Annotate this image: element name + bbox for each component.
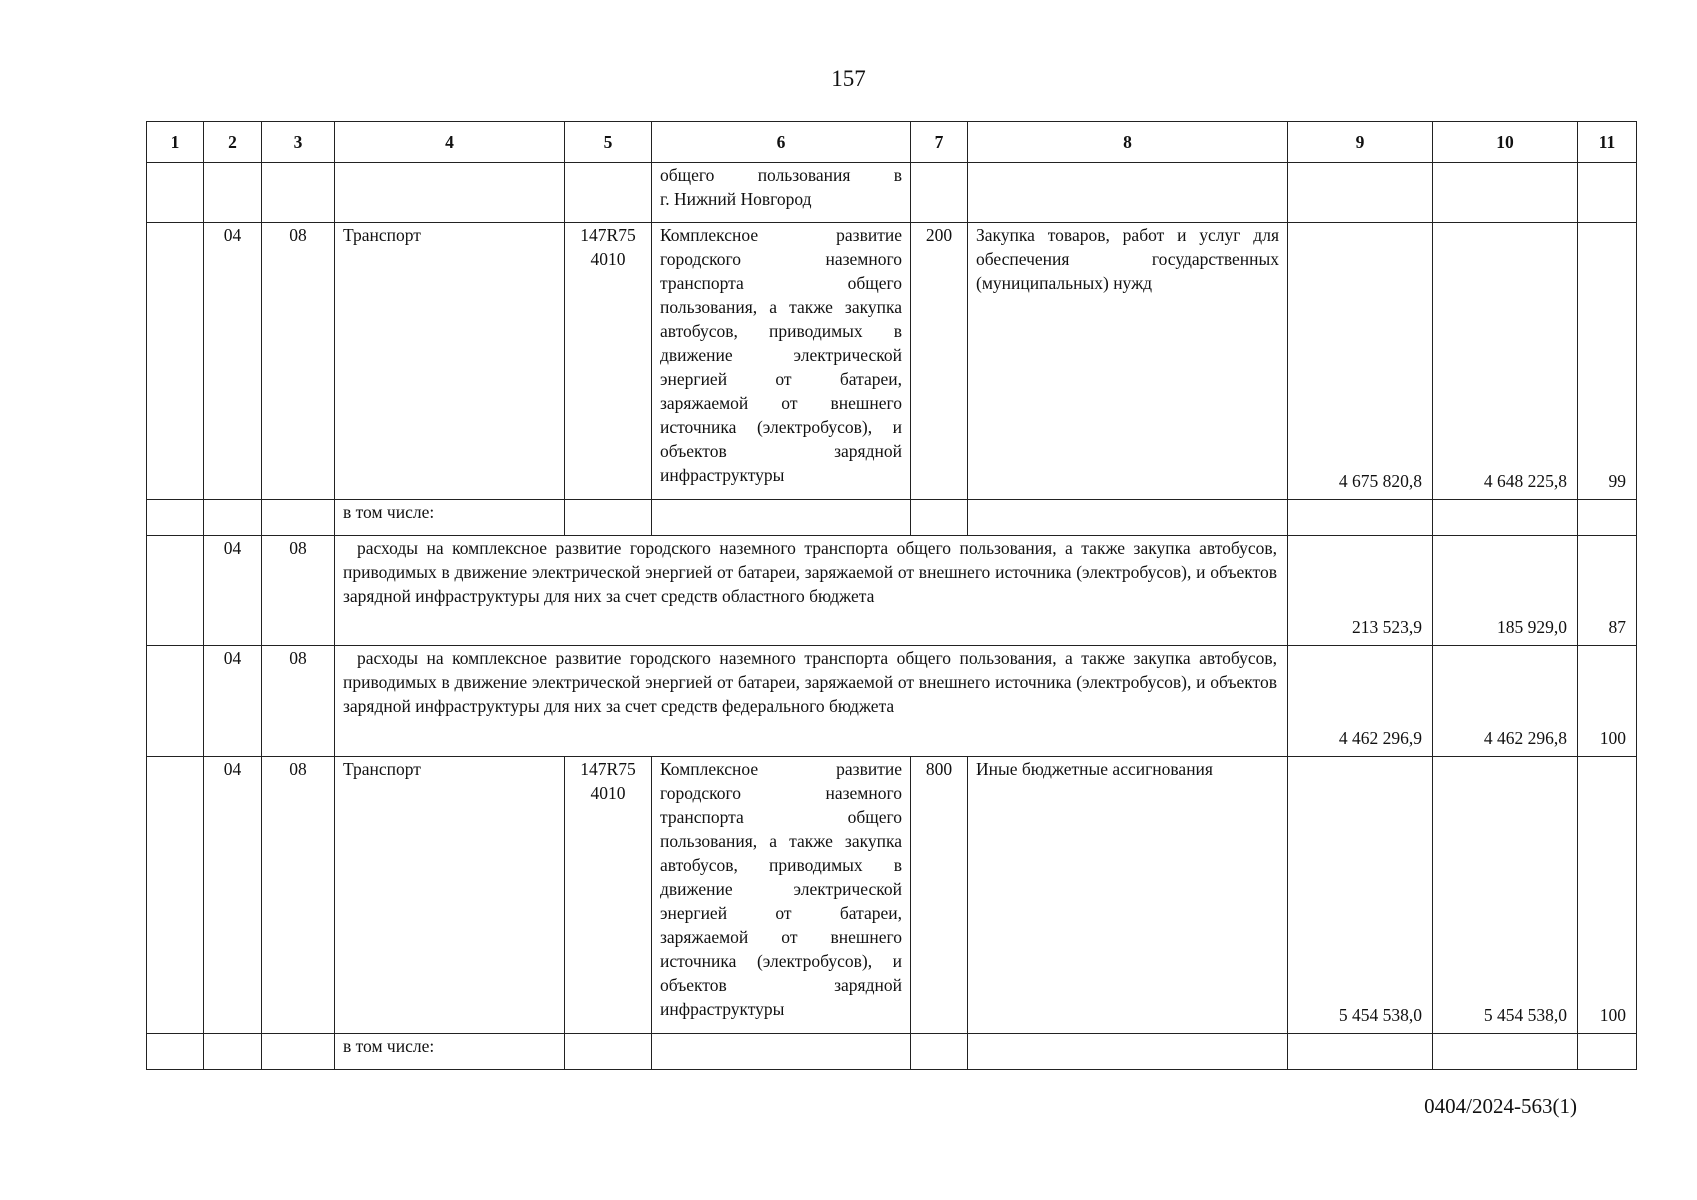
header-cell: 2 [204,122,262,163]
table-row [147,536,1637,646]
code-line: 4010 [590,783,626,803]
description-line: общего пользования в [660,165,902,185]
planned-amount: 4 462 296,9 [1288,646,1433,757]
header-cell: 5 [565,122,652,163]
executed-amount: 4 462 296,8 [1433,646,1578,757]
description-cell [652,163,911,223]
expense-type-name: Иные бюджетные ассигнования [968,757,1288,1034]
execution-percent: 100 [1578,646,1637,757]
description-line: г. Нижний Новгород [660,189,812,209]
planned-amount: 5 454 538,0 [1288,757,1433,1034]
including-label: в том числе: [335,500,565,536]
planned-amount: 213 523,9 [1288,536,1433,646]
expense-description: расходы на комплексное развитие городского наземного транспорта общего пользования, а также закупка автобусов, приводимых в движение электрической энергией от батареи, заряжаемой от внешнего источника (электробусов), и объектов зарядной инфраструктуры для них за счет средств федерального бюджета [335,646,1288,757]
target-article-code [565,223,652,500]
description-cell: Комплексное развитие городского наземного транспорта общего пользования, а также закупка автобусов, приводимых в движение электрической энергией от батареи, заряжаемой от внешнего источника (электробусов), и объектов зарядной инфраструктуры [652,223,911,500]
planned-amount: 4 675 820,8 [1288,223,1433,500]
document-code: 0404/2024-563(1) [1424,1094,1577,1118]
table-row [147,646,1637,757]
section-code: 04 [204,536,262,646]
execution-percent: 99 [1578,223,1637,500]
header-cell: 7 [911,122,968,163]
executed-amount: 4 648 225,8 [1433,223,1578,500]
header-cell: 3 [262,122,335,163]
section-code: 04 [204,646,262,757]
header-cell: 1 [147,122,204,163]
subsection-code: 08 [262,223,335,500]
expense-type-code: 200 [911,223,968,500]
code-line: 147R75 [580,759,636,779]
expense-description: расходы на комплексное развитие городского наземного транспорта общего пользования, а также закупка автобусов, приводимых в движение электрической энергией от батареи, заряжаемой от внешнего источника (электробусов), и объектов зарядной инфраструктуры для них за счет средств областного бюджета [335,536,1288,646]
table-row [147,1034,1637,1070]
header-row [147,122,1637,163]
table-row [147,757,1637,1034]
section-code: 04 [204,223,262,500]
budget-table [146,121,1637,1070]
table-row [147,223,1637,500]
section-code: 04 [204,757,262,1034]
header-cell: 4 [335,122,565,163]
page-number: 157 [831,66,866,91]
including-label: в том числе: [335,1034,565,1070]
subsection-code: 08 [262,646,335,757]
expense-type-name: Закупка товаров, работ и услуг для обеспечения государственных (муниципальных) нужд [968,223,1288,500]
code-line: 4010 [590,249,626,269]
header-cell: 11 [1578,122,1637,163]
execution-percent: 100 [1578,757,1637,1034]
header-cell: 8 [968,122,1288,163]
header-cell: 9 [1288,122,1433,163]
table-row [147,500,1637,536]
subsection-name: Транспорт [335,223,565,500]
table-row [147,163,1637,223]
target-article-code [565,757,652,1034]
description-cell: Комплексное развитие городского наземного транспорта общего пользования, а также закупка автобусов, приводимых в движение электрической энергией от батареи, заряжаемой от внешнего источника (электробусов), и объектов зарядной инфраструктуры [652,757,911,1034]
code-line: 147R75 [580,225,636,245]
execution-percent: 87 [1578,536,1637,646]
expense-type-code: 800 [911,757,968,1034]
subsection-code: 08 [262,757,335,1034]
header-cell: 6 [652,122,911,163]
subsection-code: 08 [262,536,335,646]
subsection-name: Транспорт [335,757,565,1034]
executed-amount: 185 929,0 [1433,536,1578,646]
header-cell: 10 [1433,122,1578,163]
executed-amount: 5 454 538,0 [1433,757,1578,1034]
